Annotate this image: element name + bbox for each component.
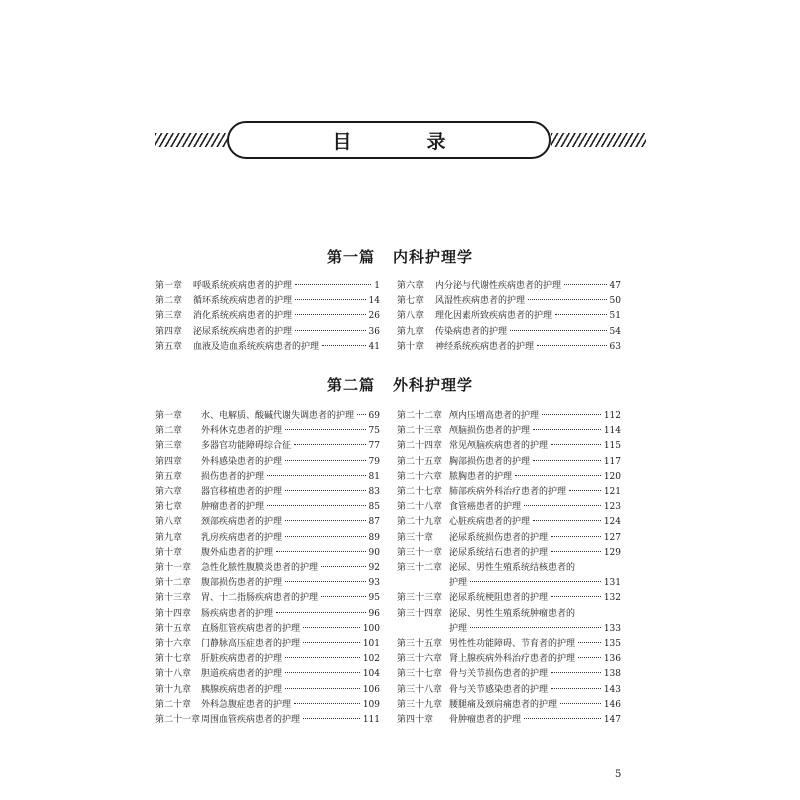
chapter-number: 第三十四章 bbox=[397, 608, 443, 619]
chapter-title: 血液及造血系统疾病患者的护理 bbox=[193, 341, 320, 352]
dot-leader bbox=[285, 672, 360, 673]
chapter-number: 第十三章 bbox=[155, 593, 192, 604]
page-ref: 104 bbox=[362, 669, 380, 680]
dot-leader bbox=[537, 345, 607, 346]
dot-leader bbox=[285, 536, 366, 537]
toc-entry[interactable] bbox=[155, 424, 380, 439]
chapter-number: 第九章 bbox=[155, 532, 183, 543]
dot-leader bbox=[267, 505, 366, 506]
chapter-title: 食管癌患者的护理 bbox=[449, 502, 522, 513]
page-ref: 121 bbox=[603, 487, 621, 497]
chapter-number: 第二十二章 bbox=[397, 411, 443, 421]
chapter-title: 泌尿系统损伤患者的护理 bbox=[449, 532, 549, 543]
chapter-number: 第六章 bbox=[155, 487, 183, 497]
page-ref: 1 bbox=[374, 281, 380, 291]
chapter-number: 第二十八章 bbox=[397, 502, 443, 513]
dot-leader bbox=[551, 672, 601, 673]
dot-leader bbox=[285, 688, 360, 689]
chapter-title: 泌尿、男性生殖系统结核患者的 bbox=[449, 563, 576, 573]
chapter-number: 第八章 bbox=[397, 311, 425, 322]
page-ref: 123 bbox=[603, 502, 621, 513]
dot-leader bbox=[578, 657, 601, 658]
dot-leader bbox=[551, 596, 601, 597]
page-ref: 51 bbox=[609, 311, 621, 322]
page-ref: 112 bbox=[603, 411, 621, 421]
toc-entry[interactable] bbox=[155, 531, 380, 546]
toc-entry[interactable] bbox=[397, 637, 621, 652]
chapter-number: 第二十四章 bbox=[397, 441, 443, 452]
toc-entry[interactable] bbox=[155, 340, 380, 355]
toc-entry[interactable] bbox=[155, 622, 380, 637]
page-ref: 85 bbox=[368, 502, 380, 513]
chapter-title: 男性性功能障碍、节育者的护理 bbox=[449, 639, 576, 649]
page-ref: 96 bbox=[368, 608, 380, 619]
page-ref: 69 bbox=[368, 411, 380, 421]
page-ref: 47 bbox=[609, 281, 621, 291]
toc-entry[interactable] bbox=[397, 340, 621, 355]
dot-leader bbox=[321, 566, 366, 567]
page-ref: 127 bbox=[603, 532, 621, 543]
chapter-title: 损伤患者的护理 bbox=[201, 471, 265, 482]
dot-leader bbox=[542, 414, 601, 415]
chapter-title: 消化系统疾病患者的护理 bbox=[193, 311, 293, 322]
dot-leader bbox=[578, 642, 601, 643]
page-ref: 135 bbox=[603, 639, 621, 649]
chapter-title-continued: 护理 bbox=[449, 623, 468, 634]
chapter-number: 第四章 bbox=[155, 456, 183, 467]
page-ref: 147 bbox=[603, 715, 621, 725]
toc-entry[interactable] bbox=[397, 561, 621, 576]
chapter-number: 第二章 bbox=[155, 296, 183, 307]
toc-entry-continuation[interactable] bbox=[397, 576, 621, 591]
toc-entry[interactable] bbox=[397, 546, 621, 561]
page-ref: 136 bbox=[603, 654, 621, 665]
dot-leader bbox=[551, 444, 601, 445]
chapter-title: 肝脏疾病患者的护理 bbox=[201, 654, 283, 665]
chapter-title: 呼吸系统疾病患者的护理 bbox=[193, 281, 293, 291]
chapter-title: 肾上腺疾病外科治疗患者的护理 bbox=[449, 654, 576, 665]
page-ref: 14 bbox=[368, 296, 380, 307]
page-ref: 111 bbox=[362, 715, 380, 725]
dot-leader bbox=[357, 414, 366, 415]
toc-entry[interactable] bbox=[155, 500, 380, 515]
toc-entry[interactable] bbox=[155, 698, 380, 713]
part-label: 第二篇 bbox=[326, 376, 375, 394]
chapter-number: 第十章 bbox=[397, 341, 425, 352]
chapter-number: 第七章 bbox=[397, 296, 425, 307]
page-ref: 77 bbox=[368, 441, 380, 452]
page-ref: 50 bbox=[609, 296, 621, 307]
dot-leader bbox=[470, 627, 601, 628]
chapter-title: 内分泌与代谢性疾病患者的护理 bbox=[435, 281, 562, 291]
part-label: 第一篇 bbox=[326, 248, 375, 266]
chapter-number: 第十八章 bbox=[155, 669, 192, 680]
chapter-title: 颈部疾病患者的护理 bbox=[201, 517, 283, 528]
chapter-number: 第三十五章 bbox=[397, 639, 443, 649]
page-ref: 102 bbox=[362, 654, 380, 665]
toc-entry[interactable] bbox=[397, 485, 621, 500]
chapter-title: 直肠肛管疾病患者的护理 bbox=[201, 623, 301, 634]
toc-entry[interactable] bbox=[155, 713, 380, 728]
dot-leader bbox=[294, 703, 360, 704]
toc-entry[interactable] bbox=[397, 607, 621, 622]
page-title: 目 录 bbox=[332, 130, 474, 153]
dot-leader bbox=[285, 429, 366, 430]
chapter-number: 第五章 bbox=[155, 341, 183, 352]
dot-leader bbox=[510, 330, 607, 331]
chapter-number: 第三十七章 bbox=[397, 669, 443, 680]
title-hatch-left bbox=[155, 133, 227, 147]
chapter-title: 水、电解质、酸碱代谢失调患者的护理 bbox=[201, 411, 355, 421]
toc-entry[interactable] bbox=[155, 607, 380, 622]
dot-leader bbox=[564, 284, 607, 285]
page-ref: 129 bbox=[603, 547, 621, 558]
toc-entry[interactable] bbox=[155, 309, 380, 324]
dot-leader bbox=[285, 581, 366, 582]
chapter-title: 外科感染患者的护理 bbox=[201, 456, 283, 467]
page-ref: 79 bbox=[368, 456, 380, 467]
chapter-title: 脓胸患者的护理 bbox=[449, 471, 513, 482]
dot-leader bbox=[528, 299, 607, 300]
chapter-title: 乳房疾病患者的护理 bbox=[201, 532, 283, 543]
chapter-number: 第二十九章 bbox=[397, 517, 443, 528]
dot-leader bbox=[555, 314, 607, 315]
toc-entry[interactable] bbox=[397, 667, 621, 682]
toc-entry[interactable] bbox=[155, 409, 380, 424]
dot-leader bbox=[276, 612, 366, 613]
toc-entry[interactable] bbox=[155, 455, 380, 470]
dot-leader bbox=[470, 581, 601, 582]
toc-entry[interactable] bbox=[397, 713, 621, 728]
page-ref: 92 bbox=[368, 563, 380, 573]
chapter-number: 第十六章 bbox=[155, 639, 192, 649]
chapter-title: 神经系统疾病患者的护理 bbox=[435, 341, 535, 352]
toc-entry[interactable] bbox=[397, 439, 621, 454]
toc-entry[interactable] bbox=[397, 531, 621, 546]
chapter-title: 肠疾病患者的护理 bbox=[201, 608, 274, 619]
toc-entry[interactable] bbox=[155, 591, 380, 606]
chapter-number: 第七章 bbox=[155, 502, 183, 513]
chapter-number: 第三十二章 bbox=[397, 563, 443, 573]
chapter-number: 第四章 bbox=[155, 326, 183, 337]
toc-entry[interactable] bbox=[155, 561, 380, 576]
toc-entry[interactable] bbox=[155, 667, 380, 682]
dot-leader bbox=[321, 596, 366, 597]
dot-leader bbox=[515, 475, 601, 476]
page-ref: 138 bbox=[603, 669, 621, 680]
chapter-title: 骨与关节感染患者的护理 bbox=[449, 684, 549, 695]
toc-entry[interactable] bbox=[155, 325, 380, 340]
page-ref: 90 bbox=[368, 547, 380, 558]
chapter-number: 第三十三章 bbox=[397, 593, 443, 604]
chapter-title: 循环系统疾病患者的护理 bbox=[193, 296, 293, 307]
chapter-number: 第一章 bbox=[155, 411, 183, 421]
page-ref: 75 bbox=[368, 426, 380, 437]
chapter-number: 第五章 bbox=[155, 471, 183, 482]
page-ref: 54 bbox=[609, 326, 621, 337]
chapter-number: 第九章 bbox=[397, 326, 425, 337]
part-heading-2 bbox=[0, 374, 800, 395]
dot-leader bbox=[569, 490, 601, 491]
dot-leader bbox=[533, 460, 601, 461]
page-ref: 115 bbox=[603, 441, 621, 452]
toc-entry[interactable] bbox=[155, 485, 380, 500]
dot-leader bbox=[560, 703, 601, 704]
chapter-number: 第三十一章 bbox=[397, 547, 443, 558]
dot-leader bbox=[285, 520, 366, 521]
chapter-number: 第二十六章 bbox=[397, 471, 443, 482]
toc-entry[interactable] bbox=[397, 409, 621, 424]
dot-leader bbox=[533, 520, 601, 521]
chapter-title: 腰腿痛及颈肩痛患者的护理 bbox=[449, 699, 558, 710]
page-ref: 120 bbox=[603, 471, 621, 482]
chapter-number: 第二十三章 bbox=[397, 426, 443, 437]
chapter-number: 第一章 bbox=[155, 281, 183, 291]
page-ref: 143 bbox=[603, 684, 621, 695]
dot-leader bbox=[533, 429, 601, 430]
chapter-number: 第三十六章 bbox=[397, 654, 443, 665]
toc-entry[interactable] bbox=[155, 439, 380, 454]
chapter-title: 腹部损伤患者的护理 bbox=[201, 578, 283, 589]
chapter-number: 第八章 bbox=[155, 517, 183, 528]
page-ref: 26 bbox=[368, 311, 380, 322]
dot-leader bbox=[524, 718, 601, 719]
chapter-title: 胆道疾病患者的护理 bbox=[201, 669, 283, 680]
toc-entry[interactable] bbox=[155, 683, 380, 698]
page-ref: 109 bbox=[362, 699, 380, 710]
chapter-title: 器官移植患者的护理 bbox=[201, 487, 283, 497]
chapter-number: 第二章 bbox=[155, 426, 183, 437]
chapter-title: 外科急腹症患者的护理 bbox=[201, 699, 292, 710]
chapter-title: 周围血管疾病患者的护理 bbox=[201, 715, 301, 725]
chapter-number: 第十二章 bbox=[155, 578, 192, 589]
dot-leader bbox=[551, 536, 601, 537]
page-ref: 41 bbox=[368, 341, 380, 352]
toc-entry[interactable] bbox=[397, 591, 621, 606]
chapter-number: 第三章 bbox=[155, 311, 183, 322]
chapter-title: 骨与关节损伤患者的护理 bbox=[449, 669, 549, 680]
dot-leader bbox=[267, 475, 366, 476]
toc-entry[interactable] bbox=[155, 576, 380, 591]
page-number: 5 bbox=[615, 769, 622, 780]
page-ref: 93 bbox=[368, 578, 380, 589]
chapter-title: 理化因素所致疾病患者的护理 bbox=[435, 311, 553, 322]
chapter-title: 泌尿、男性生殖系统肿瘤患者的 bbox=[449, 608, 576, 619]
dot-leader bbox=[285, 460, 366, 461]
chapter-title: 胰腺疾病患者的护理 bbox=[201, 684, 283, 695]
chapter-number: 第二十章 bbox=[155, 699, 192, 710]
page-ref: 132 bbox=[603, 593, 621, 604]
page-ref: 114 bbox=[603, 426, 621, 437]
page-ref: 131 bbox=[603, 578, 621, 589]
part-heading-1 bbox=[0, 246, 800, 267]
toc-entry[interactable] bbox=[397, 698, 621, 713]
dot-leader bbox=[524, 505, 601, 506]
chapter-number: 第三十八章 bbox=[397, 684, 443, 695]
toc-entry[interactable] bbox=[155, 652, 380, 667]
dot-leader bbox=[551, 688, 601, 689]
toc-entry[interactable] bbox=[155, 515, 380, 530]
chapter-number: 第十五章 bbox=[155, 623, 192, 634]
page-ref: 89 bbox=[368, 532, 380, 543]
chapter-title: 腹外疝患者的护理 bbox=[201, 547, 274, 558]
chapter-title: 胸部损伤患者的护理 bbox=[449, 456, 531, 467]
toc-entry[interactable] bbox=[397, 515, 621, 530]
page-ref: 146 bbox=[603, 699, 621, 710]
dot-leader bbox=[295, 284, 371, 285]
dot-leader bbox=[285, 657, 360, 658]
chapter-title: 外科休克患者的护理 bbox=[201, 426, 283, 437]
chapter-title: 肺部疾病外科治疗患者的护理 bbox=[449, 487, 567, 497]
page-ref: 101 bbox=[362, 639, 380, 649]
dot-leader bbox=[303, 642, 360, 643]
chapter-number: 第二十五章 bbox=[397, 456, 443, 467]
toc-entry[interactable] bbox=[155, 279, 380, 294]
part-name: 外科护理学 bbox=[393, 376, 474, 394]
chapter-number: 第三十章 bbox=[397, 532, 434, 543]
dot-leader bbox=[322, 345, 366, 346]
page-ref: 106 bbox=[362, 684, 380, 695]
toc-entry[interactable] bbox=[397, 424, 621, 439]
dot-leader bbox=[276, 551, 366, 552]
chapter-title: 急性化脓性腹膜炎患者的护理 bbox=[201, 563, 319, 573]
dot-leader bbox=[295, 314, 366, 315]
chapter-title: 骨肿瘤患者的护理 bbox=[449, 715, 522, 725]
page-ref: 124 bbox=[603, 517, 621, 528]
title-hatch-right bbox=[551, 133, 646, 147]
chapter-number: 第十一章 bbox=[155, 563, 192, 573]
toc-entry[interactable] bbox=[397, 325, 621, 340]
toc-entry[interactable] bbox=[155, 546, 380, 561]
page-ref: 63 bbox=[609, 341, 621, 352]
toc-entry[interactable] bbox=[397, 455, 621, 470]
dot-leader bbox=[303, 627, 360, 628]
chapter-title: 肿瘤患者的护理 bbox=[201, 502, 265, 513]
part-name: 内科护理学 bbox=[393, 248, 474, 266]
chapter-title-continued: 护理 bbox=[449, 578, 468, 589]
chapter-number: 第三十九章 bbox=[397, 699, 443, 710]
page-ref: 83 bbox=[368, 487, 380, 497]
chapter-title: 泌尿系统疾病患者的护理 bbox=[193, 326, 293, 337]
chapter-number: 第二十七章 bbox=[397, 487, 443, 497]
toc-entry[interactable] bbox=[155, 294, 380, 309]
dot-leader bbox=[285, 490, 366, 491]
toc-entry[interactable] bbox=[397, 683, 621, 698]
chapter-title: 门静脉高压症患者的护理 bbox=[201, 639, 301, 649]
page-ref: 36 bbox=[368, 326, 380, 337]
chapter-title: 心脏疾病患者的护理 bbox=[449, 517, 531, 528]
dot-leader bbox=[303, 718, 360, 719]
dot-leader bbox=[295, 330, 366, 331]
chapter-number: 第四十章 bbox=[397, 715, 434, 725]
page-ref: 100 bbox=[362, 623, 380, 634]
chapter-number: 第二十一章 bbox=[155, 715, 201, 725]
chapter-title: 泌尿系统结石患者的护理 bbox=[449, 547, 549, 558]
toc-entry[interactable] bbox=[397, 279, 621, 294]
chapter-number: 第十七章 bbox=[155, 654, 192, 665]
chapter-number: 第十九章 bbox=[155, 684, 192, 695]
chapter-number: 第十四章 bbox=[155, 608, 192, 619]
dot-leader bbox=[551, 551, 601, 552]
page-ref: 81 bbox=[368, 471, 380, 482]
chapter-title: 常见颅脑疾病患者的护理 bbox=[449, 441, 549, 452]
chapter-title: 风湿性疾病患者的护理 bbox=[435, 296, 526, 307]
toc-entry[interactable] bbox=[397, 652, 621, 667]
chapter-title: 胃、十二指肠疾病患者的护理 bbox=[201, 593, 319, 604]
toc-entry[interactable] bbox=[155, 637, 380, 652]
toc-entry[interactable] bbox=[397, 500, 621, 515]
chapter-title: 传染病患者的护理 bbox=[435, 326, 508, 337]
toc-title-banner bbox=[155, 121, 646, 159]
chapter-number: 第六章 bbox=[397, 281, 425, 291]
chapter-title: 多器官功能障碍综合征 bbox=[201, 441, 292, 452]
chapter-number: 第十章 bbox=[155, 547, 183, 558]
page-ref: 87 bbox=[368, 517, 380, 528]
toc-entry[interactable] bbox=[397, 309, 621, 324]
page-ref: 133 bbox=[603, 623, 621, 634]
chapter-title: 泌尿系统梗阻患者的护理 bbox=[449, 593, 549, 604]
dot-leader bbox=[294, 444, 366, 445]
page-ref: 95 bbox=[368, 593, 380, 604]
toc-entry[interactable] bbox=[397, 470, 621, 485]
chapter-title: 颅内压增高患者的护理 bbox=[449, 411, 540, 421]
toc-entry-continuation[interactable] bbox=[397, 622, 621, 637]
chapter-number: 第三章 bbox=[155, 441, 183, 452]
title-box bbox=[227, 121, 551, 159]
page-ref: 117 bbox=[603, 456, 621, 467]
toc-entry[interactable] bbox=[397, 294, 621, 309]
chapter-title: 颅脑损伤患者的护理 bbox=[449, 426, 531, 437]
dot-leader bbox=[295, 299, 366, 300]
toc-entry[interactable] bbox=[155, 470, 380, 485]
